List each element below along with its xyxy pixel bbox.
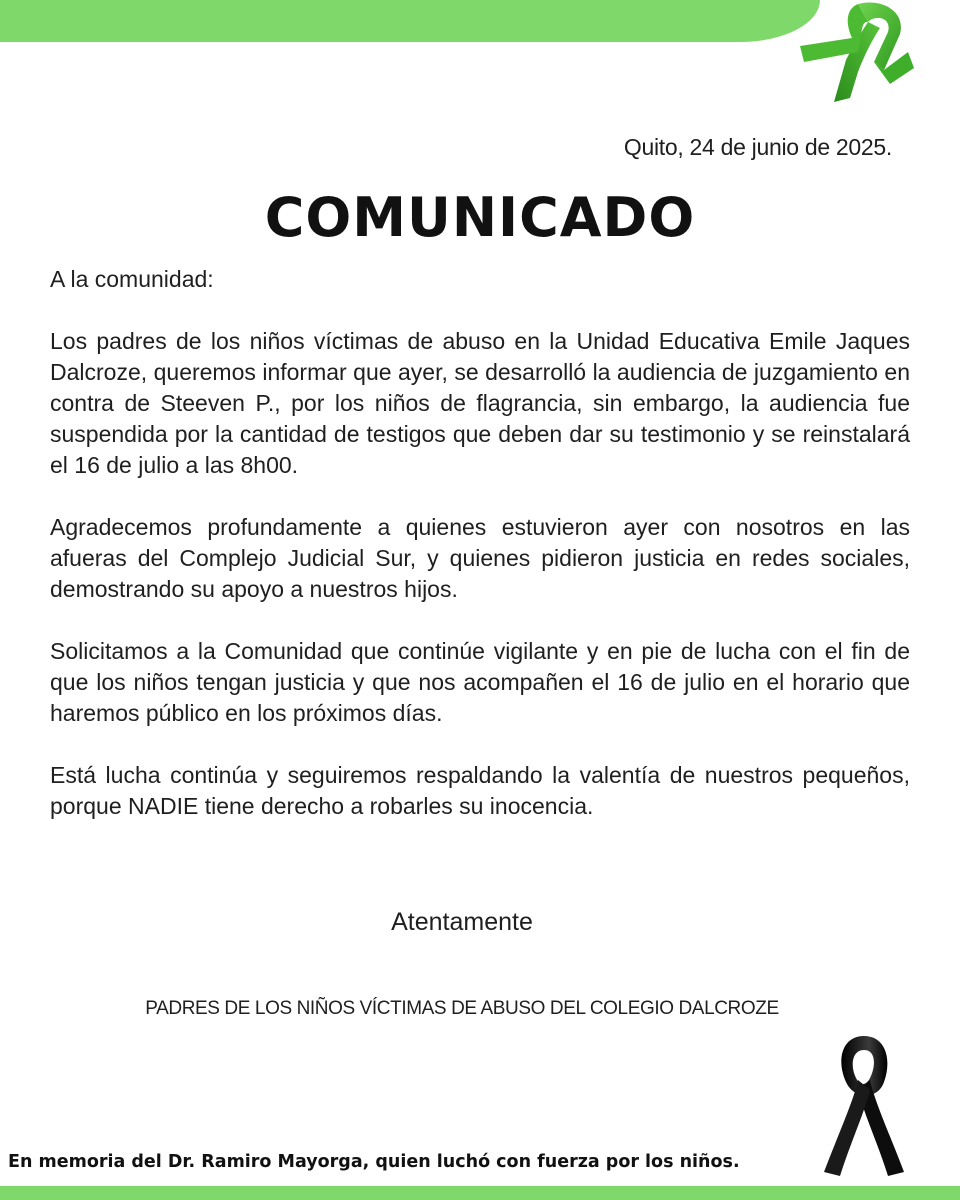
bottom-green-banner <box>0 1186 960 1200</box>
title-text: COMUNICADO <box>264 186 696 249</box>
paragraph-1: Los padres de los niños víctimas de abuso en la Unidad Educativa Emile Jaques Dalcroze, queremos informar que ayer, se desarrolló la audiencia de juzgamiento en contra de Steeven P., por los niños de flagrancia, sin embargo, la audiencia fue suspendida por la cantidad de testigos que deben dar su testimonio y se reinstalará el 16 de julio a las 8h00. <box>50 328 910 478</box>
top-green-banner <box>0 0 820 42</box>
memorial-dedication: En memoria del Dr. Ramiro Mayorga, quien luchó con fuerza por los niños. <box>8 1152 740 1172</box>
document-title <box>0 186 960 249</box>
green-ribbon-icon <box>788 0 920 112</box>
letter-body <box>50 326 910 853</box>
signature: PADRES DE LOS NIÑOS VÍCTIMAS DE ABUSO DEL COLEGIO DALCROZE <box>145 998 779 1019</box>
black-ribbon-icon <box>812 1030 916 1180</box>
paragraph-4: Está lucha continúa y seguiremos respaldando la valentía de nuestros pequeños, porque NADIE tiene derecho a robarles su inocencia. <box>50 762 910 819</box>
greeting: A la comunidad: <box>50 266 214 292</box>
paragraph-2: Agradecemos profundamente a quienes estuvieron ayer con nosotros en las afueras del Complejo Judicial Sur, y quienes pidieron justicia en redes sociales, demostrando su apoyo a nuestros hijos. <box>50 514 910 602</box>
document-date: Quito, 24 de junio de 2025. <box>623 134 892 160</box>
closing: Atentamente <box>391 908 533 936</box>
paragraph-3: Solicitamos a la Comunidad que continúe vigilante y en pie de lucha con el fin de que los niños tengan justicia y que nos acompañen el 16 de julio en el horario que haremos público en los próximos días. <box>50 638 910 726</box>
